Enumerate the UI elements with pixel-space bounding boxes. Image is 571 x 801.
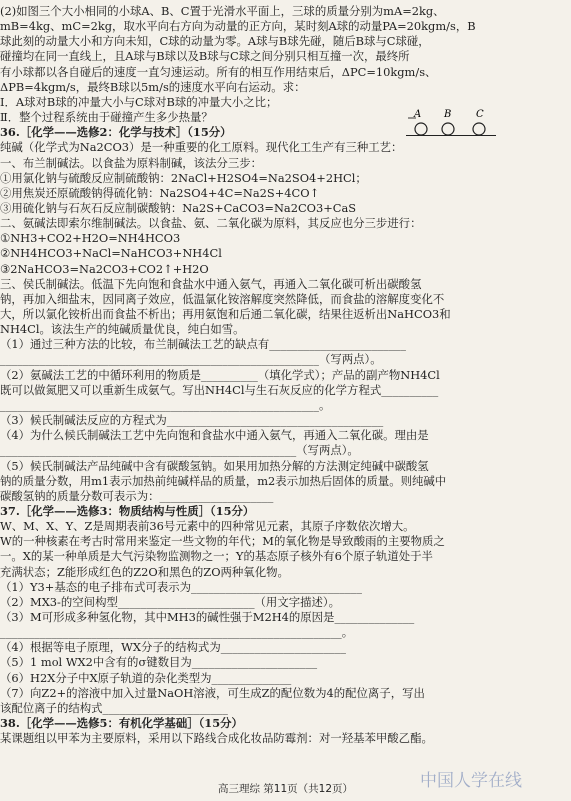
text-line: 三、侯氏制碱法。低温下先向饱和食盐水中通入氨气，再通入二氧化碳可析出碳酸氢 xyxy=(0,277,422,291)
text-line: ②用焦炭还原硫酸钠得硫化钠：Na2SO4+4C=Na2S+4CO↑ xyxy=(0,186,320,200)
text-line: ________________________________________________________。 xyxy=(0,398,331,412)
text-line: （6）H2X分子中X原子轨道的杂化类型为______________ xyxy=(0,671,292,685)
text-line: 纯碱（化学式为Na2CO3）是一种重要的化工原料。现代化工生产有三种工艺： xyxy=(0,141,403,155)
ball-label-a: A xyxy=(414,109,422,120)
text-line: 37.［化学——选修3：物质结构与性质］（15分） xyxy=(0,504,255,518)
text-line: ________________________________________________________（写两点）。 xyxy=(0,353,382,367)
text-line: 大，所以氯化铵析出而食盐不析出；再用氨饱和后通二氧化碳，结果往返析出NaHCO3和 xyxy=(0,308,451,321)
ball-label-b: B xyxy=(444,109,452,120)
text-line: ③用硫化钠与石灰石反应制碳酸钠：Na2S+CaCO3=Na2CO3+CaS xyxy=(0,201,357,215)
text-line: mB=4kg、mC=2kg，取水平向右方向为动量的正方向，某时刻A球的动量PA=20kgm/s，B xyxy=(0,20,476,34)
text-line: （3）M可形成多种氢化物，其中MH3的碱性强于M2H4的原因是______________ xyxy=(0,611,415,624)
text-line: （5）候氏制碱法产品纯碱中含有碳酸氢钠。如果用加热分解的方法测定纯碱中碳酸氢 xyxy=(0,459,429,473)
page-footer: 高三理综 第11页（共12页） xyxy=(217,783,354,795)
text-line: Ⅱ．整个过程系统由于碰撞产生多少热量？ xyxy=(0,111,213,125)
text-line: W的一种核素在考古时常用来鉴定一些文物的年代；M的氧化物是导致酸雨的主要物质之 xyxy=(0,535,445,549)
text-line: ①NH3+CO2+H2O=NH4HCO3 xyxy=(0,232,181,246)
text-line: （4）为什么候氏制碱法工艺中先向饱和食盐水中通入氨气，再通入二氧化碳。理由是 xyxy=(0,429,429,443)
ball-label-c: C xyxy=(476,109,484,120)
text-line: （7）向Z2+的溶液中加入过量NaOH溶液，可生成Z的配位数为4的配位离子，写出 xyxy=(0,686,425,700)
text-line: （3）候氏制碱法反应的方程式为______________________________________ xyxy=(0,414,384,428)
text-line: ____________________________________________________________。 xyxy=(0,626,354,640)
text-line: （1）Y3+基态的电子排布式可表示为______________________________ xyxy=(0,580,362,594)
text-line: ____________________________________________________（写两点）。 xyxy=(0,444,359,458)
text-line: （4）根据等电子原理，WX分子的结构式为______________________ xyxy=(0,641,347,655)
text-line: W、M、X、Y、Z是周期表前36号元素中的四种常见元素，其原子序数依次增大。 xyxy=(0,520,415,534)
text-line: (2)如图三个大小相同的小球A、B、C置于光滑水平面上，三球的质量分别为mA=2kg、 xyxy=(0,5,445,18)
ball-b xyxy=(442,123,454,135)
text-line: 充满状态；Z能形成红色的Z2O和黑色的ZO两种氧化物。 xyxy=(0,565,289,579)
text-line: 一。X的某一种单质是大气污染物监测物之一；Y的基态原子核外有6个原子轨道处于半 xyxy=(0,550,433,564)
text-line: 有小球都以各自碰后的速度一直匀速运动。所有的相互作用结束后，ΔPC=10kgm/s、 xyxy=(0,65,437,79)
text-line: ΔPB=4kgm/s，最终B球以5m/s的速度水平向右运动。求： xyxy=(0,80,306,94)
text-line: 该配位离子的结构式______________________ xyxy=(0,701,228,715)
text-line: ②NH4HCO3+NaCl=NaHCO3+NH4Cl xyxy=(0,247,222,261)
text-line: ③2NaHCO3=Na2CO3+CO2↑+H2O xyxy=(0,262,209,276)
text-line: 既可以做氮肥又可以重新生成氨气。写出NH4Cl与生石灰反应的化学方程式__________ xyxy=(0,383,439,397)
text-line: 碰撞均在同一直线上，且A球与B球以及B球与C球之间分别只相互撞一次，最终所 xyxy=(0,50,410,64)
text-line: 二、氨碱法即索尔维制碱法。以食盐、氨、二氧化碳为原料，其反应也分三步进行： xyxy=(0,217,422,231)
text-line: 一、布兰制碱法。以食盐为原料制碱，该法分三步： xyxy=(0,156,262,170)
text-line: （2）氨碱法工艺的中循环利用的物质是__________（填化学式）；产品的副产物NH4Cl xyxy=(0,368,440,382)
text-line: （2）MX3-的空间构型________________________（用文字描述）。 xyxy=(0,595,340,609)
text-line: 38.［化学——选修5：有机化学基础］（15分） xyxy=(0,717,243,731)
text-line: Ⅰ．A球对B球的冲量大小与C球对B球的冲量大小之比； xyxy=(0,95,278,109)
text-line: 钠的质量分数，用m1表示加热前纯碱样品的质量，m2表示加热后固体的质量。则纯碱中 xyxy=(0,474,447,488)
text-line: 球此刻的动量大小和方向未知，C球的动量为零。A球与B球先碰，随后B球与C球碰， xyxy=(0,35,430,49)
text-line: ①用氯化钠与硫酸反应制硫酸钠：2NaCl+H2SO4=Na2SO4+2HCl； xyxy=(0,171,367,185)
ball-c xyxy=(473,123,485,135)
text-line: 某课题组以甲苯为主要原料，采用以下路线合成化妆品防霉剂：对一羟基苯甲酸乙酯。 xyxy=(0,732,433,746)
text-line: 36.［化学——选修2：化学与技术］（15分） xyxy=(0,126,232,140)
text-line: 碳酸氢钠的质量分数可表示为：____________________ xyxy=(0,489,274,503)
text-line: NH4Cl。该法生产的纯碱质量优良，纯白如雪。 xyxy=(0,323,245,337)
text-line: （1）通过三种方法的比较，布兰制碱法工艺的缺点有________________________ xyxy=(0,338,406,352)
watermark: 中国人学在线 xyxy=(420,771,522,791)
ball-a xyxy=(415,123,427,135)
text-line: 钠，再加入细盐末，因同离子效应，低温氯化铵溶解度突然降低，而食盐的溶解度变化不 xyxy=(0,292,445,306)
text-line: （5）1 mol WX2中含有的σ键数目为______________________ xyxy=(0,656,318,670)
three-balls-diagram xyxy=(404,108,499,140)
